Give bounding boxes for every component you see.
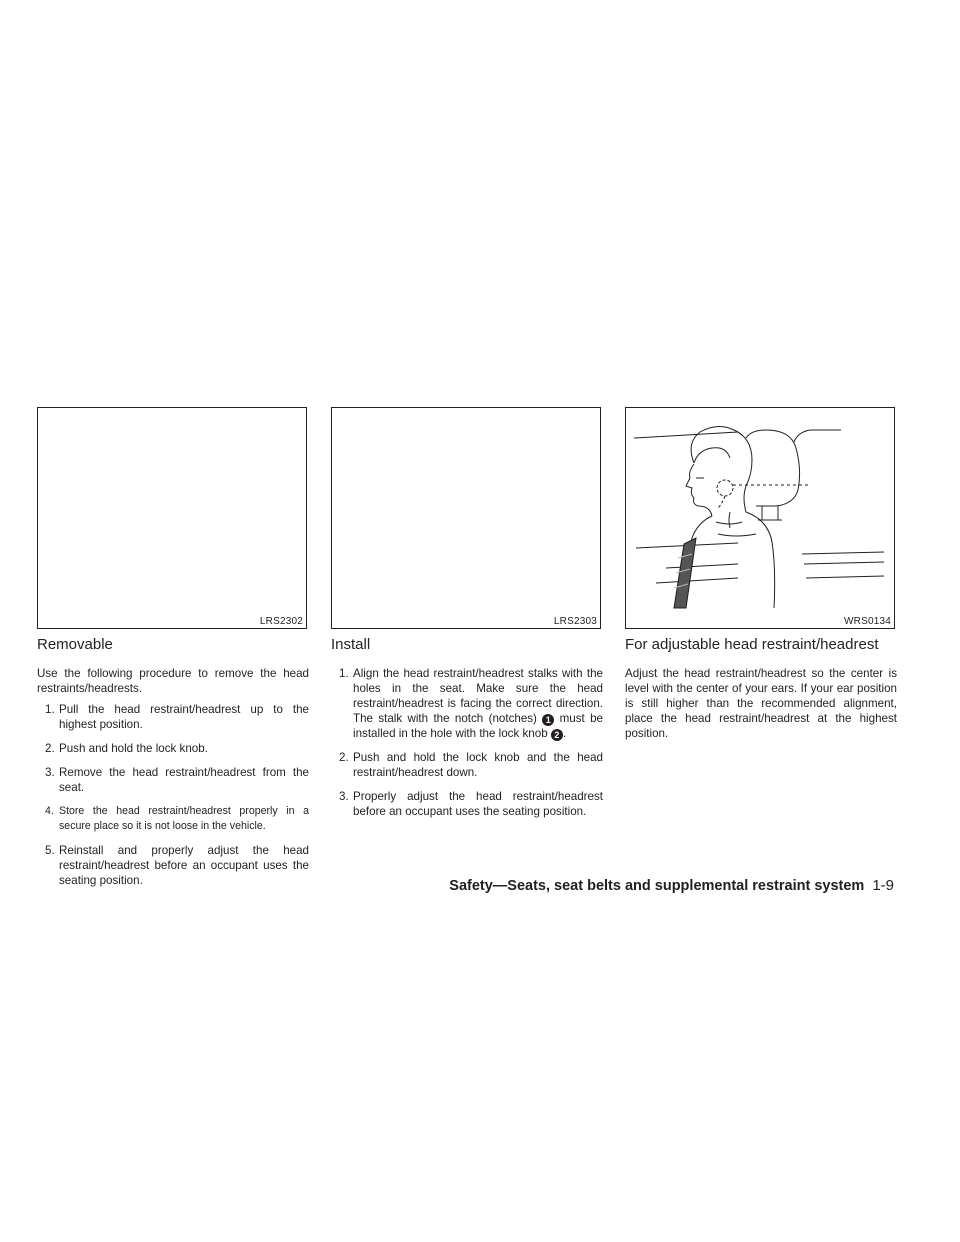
- section-adjustable: [625, 636, 897, 747]
- section-removable: [37, 636, 309, 897]
- adjustment-text: Adjust the head restraint/headrest so the center is level with the center of your ears. If your ear position is still higher than the recommended alignment, place the head restraint/headrest at the highest position.: [625, 667, 897, 740]
- figure-removable: [37, 407, 307, 629]
- list-item: 1. Align the head restraint/headrest stalks with the holes in the seat. Make sure the head restraint/headrest is facing the correct direction. The stalk with the notch (notches) 1 must be installed in the hole with the lock knob 2 .: [339, 667, 603, 740]
- list-item: 3. Properly adjust the head restraint/headrest before an occupant uses the seating position.: [339, 790, 603, 818]
- callout-2-marker: 2: [551, 729, 563, 741]
- figure-code: LRS2302: [259, 616, 303, 627]
- section-title: Install: [331, 636, 371, 653]
- section-install: [331, 636, 603, 828]
- intro-text: Use the following procedure to remove the head restraints/headrests.: [37, 667, 309, 695]
- section-title: Removable: [37, 636, 113, 653]
- figure-code: WRS0134: [844, 616, 891, 627]
- page-number: 1-9: [872, 877, 894, 894]
- list-item: 1. Pull the head restraint/headrest up to the highest position.: [45, 703, 309, 731]
- figure-head-restraint-adjustment: [625, 407, 895, 629]
- callout-1-marker: 1: [542, 714, 554, 726]
- figure-code: LRS2303: [553, 616, 597, 627]
- install-steps: [331, 666, 603, 819]
- removal-steps: [37, 702, 309, 888]
- list-item: 4. Store the head restraint/headrest properly in a secure place so it is not loose in the vehicle.: [45, 805, 309, 832]
- list-item: 2. Push and hold the lock knob.: [45, 742, 208, 755]
- footer-section-title: Safety—Seats, seat belts and supplemental restraint system: [449, 878, 865, 894]
- list-item: 3. Remove the head restraint/headrest from the seat.: [45, 766, 309, 794]
- figure-install: [331, 407, 601, 629]
- head-restraint-illustration: [626, 408, 894, 628]
- page-footer: [449, 877, 894, 894]
- list-item: 5. Reinstall and properly adjust the head restraint/headrest before an occupant uses the seating position.: [45, 844, 309, 887]
- section-title: For adjustable head restraint/headrest: [625, 636, 879, 653]
- list-item: 2. Push and hold the lock knob and the head restraint/headrest down.: [339, 751, 603, 779]
